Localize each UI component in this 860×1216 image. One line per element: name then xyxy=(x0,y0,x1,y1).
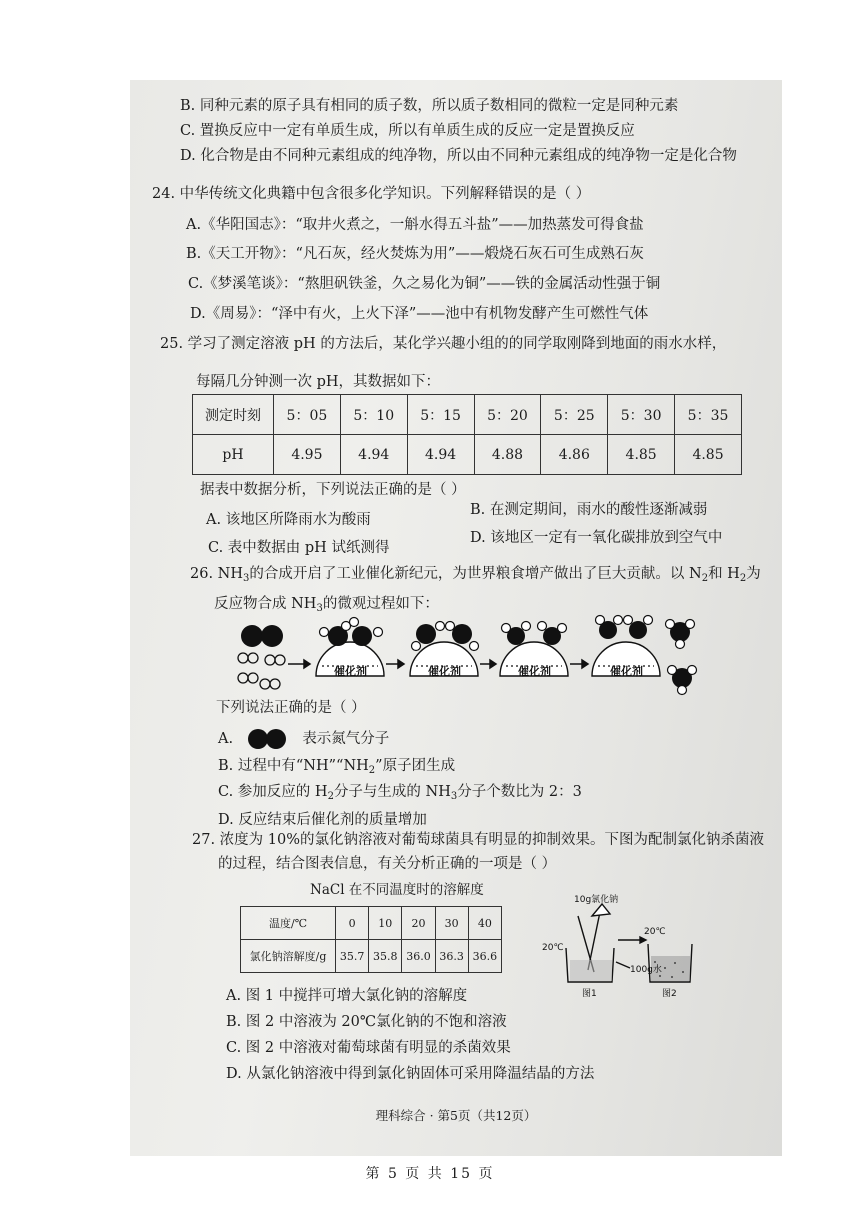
sol-temp-cell: 0 xyxy=(336,907,369,940)
ph-table-ph-cell: 4.94 xyxy=(407,435,474,475)
q26-option-c: C. 参加反应的 $H_2$分子与生成的 $NH_3$分子个数比为 2：3 xyxy=(218,784,582,802)
nitrogen-molecule-icon xyxy=(244,728,292,750)
option-d-prev: D. 化合物是由不同种元素组成的纯净物，所以由不同种元素组成的纯净物一定是化合物 xyxy=(180,148,737,164)
sol-temp-cell: 40 xyxy=(468,907,501,940)
beaker-figure xyxy=(540,888,720,998)
q24-option-d: D.《周易》：“泽中有火，上火下泽”——池中有机物发酵产生可燃性气体 xyxy=(190,306,649,322)
solubility-table-title: NaCl 在不同温度时的溶解度 xyxy=(310,882,484,898)
fig-temp1-label: 20℃ xyxy=(542,943,564,953)
q26-option-d: D. 反应结束后催化剂的质量增加 xyxy=(218,812,427,828)
sol-value-cell: 35.7 xyxy=(336,940,369,973)
catalyst-label: 催化剂 xyxy=(334,665,367,678)
q27-stem-line2: 的过程，结合图表信息，有关分析正确的一项是（ ） xyxy=(218,856,557,872)
fig-salt-label: 10g氯化钠 xyxy=(574,895,619,905)
option-c-prev: C. 置换反应中一定有单质生成，所以有单质生成的反应一定是置换反应 xyxy=(180,123,635,139)
q27-option-a: A. 图 1 中搅拌可增大氯化钠的溶解度 xyxy=(226,988,468,1004)
reaction-process-diagram xyxy=(230,612,700,702)
q25-option-d: D. 该地区一定有一氧化碳排放到空气中 xyxy=(470,530,723,546)
q25-stem-line1: 25. 学习了测定溶液 pH 的方法后，某化学兴趣小组的的同学取刚降到地面的雨水水样， xyxy=(160,336,727,352)
ph-table-time-cell: 5：25 xyxy=(541,395,608,435)
q25-stem-line2: 每隔几分钟测一次 pH，其数据如下： xyxy=(196,374,441,390)
ph-table-time-cell: 5：10 xyxy=(340,395,407,435)
sol-temp-cell: 30 xyxy=(435,907,468,940)
fig1-label: 图1 xyxy=(582,989,597,998)
ph-table-time-cell: 5：15 xyxy=(407,395,474,435)
sol-temp-cell: 10 xyxy=(369,907,402,940)
sol-value-cell: 36.6 xyxy=(468,940,501,973)
ph-table xyxy=(192,394,742,475)
q26-stem-line1: 26. $NH_3$的合成开启了工业催化新纪元，为世界粮食增产做出了巨大贡献。以 $N_2$和 $H_2$为 xyxy=(190,566,761,584)
q27-option-d: D. 从氯化钠溶液中得到氯化钠固体可采用降温结晶的方法 xyxy=(226,1066,595,1082)
q27-option-b: B. 图 2 中溶液为 20℃氯化钠的不饱和溶液 xyxy=(226,1014,507,1030)
ph-table-time-cell: 5：05 xyxy=(274,395,341,435)
q26-stem-line2: 反应物合成 $NH_3$的微观过程如下： xyxy=(214,596,439,614)
catalyst-label: 催化剂 xyxy=(610,665,643,678)
q26-option-a: A. 表示氮气分子 xyxy=(218,728,389,750)
ph-table-time-cell: 5：35 xyxy=(675,395,742,435)
ph-table-head-time: 测定时刻 xyxy=(193,395,274,435)
q24-option-b: B.《天工开物》：“凡石灰，经火焚炼为用”——煅烧石灰石可生成熟石灰 xyxy=(186,246,644,262)
sol-head-value: 氯化钠溶解度/g xyxy=(241,940,336,973)
fig-water-label: 100g水 xyxy=(630,965,662,975)
catalyst-label: 催化剂 xyxy=(518,665,551,678)
q26-option-b: B. 过程中有“$NH”“NH_2$”原子团生成 xyxy=(218,758,456,776)
page-number-footer: 第 5 页 共 15 页 xyxy=(365,1166,495,1182)
sol-value-cell: 35.8 xyxy=(369,940,402,973)
catalyst-label: 催化剂 xyxy=(428,665,461,678)
ph-table-ph-cell: 4.85 xyxy=(675,435,742,475)
inner-page-footer: 理科综合 · 第5页（共12页） xyxy=(375,1108,537,1123)
q24-option-a: A.《华阳国志》：“取井火煮之，一斛水得五斗盐”——加热蒸发可得食盐 xyxy=(186,217,644,233)
sol-head-temp: 温度/℃ xyxy=(241,907,336,940)
q27-option-c: C. 图 2 中溶液对葡萄球菌有明显的杀菌效果 xyxy=(226,1040,511,1056)
ph-table-ph-cell: 4.85 xyxy=(608,435,675,475)
ph-table-time-cell: 5：20 xyxy=(474,395,541,435)
sol-value-cell: 36.3 xyxy=(435,940,468,973)
ph-table-ph-cell: 4.86 xyxy=(541,435,608,475)
q25-ask: 据表中数据分析，下列说法正确的是（ ） xyxy=(200,482,466,498)
sol-temp-cell: 20 xyxy=(402,907,435,940)
ph-table-ph-cell: 4.95 xyxy=(274,435,341,475)
q27-stem-line1: 27. 浓度为 10%的氯化钠溶液对葡萄球菌具有明显的抑制效果。下图为配制氯化钠杀菌液 xyxy=(192,832,765,848)
fig2-label: 图2 xyxy=(662,989,677,998)
ph-table-time-cell: 5：30 xyxy=(608,395,675,435)
ph-table-head-ph: pH xyxy=(193,435,274,475)
ph-table-ph-cell: 4.88 xyxy=(474,435,541,475)
q25-option-c: C. 表中数据由 pH 试纸测得 xyxy=(208,540,390,556)
solubility-table xyxy=(240,906,502,973)
q24-stem: 24. 中华传统文化典籍中包含很多化学知识。下列解释错误的是（ ） xyxy=(152,186,591,202)
q25-option-b: B. 在测定期间，雨水的酸性逐渐减弱 xyxy=(470,502,708,518)
option-b-prev: B. 同种元素的原子具有相同的质子数，所以质子数相同的微粒一定是同种元素 xyxy=(180,98,679,114)
q25-option-a: A. 该地区所降雨水为酸雨 xyxy=(206,512,371,528)
sol-value-cell: 36.0 xyxy=(402,940,435,973)
scanned-page-photo xyxy=(130,80,782,1156)
ph-table-ph-cell: 4.94 xyxy=(340,435,407,475)
fig-temp2-label: 20℃ xyxy=(644,927,666,937)
q24-option-c: C.《梦溪笔谈》：“熬胆矾铁釜，久之易化为铜”——铁的金属活动性强于铜 xyxy=(188,276,661,292)
q26-ask: 下列说法正确的是（ ） xyxy=(216,700,366,716)
